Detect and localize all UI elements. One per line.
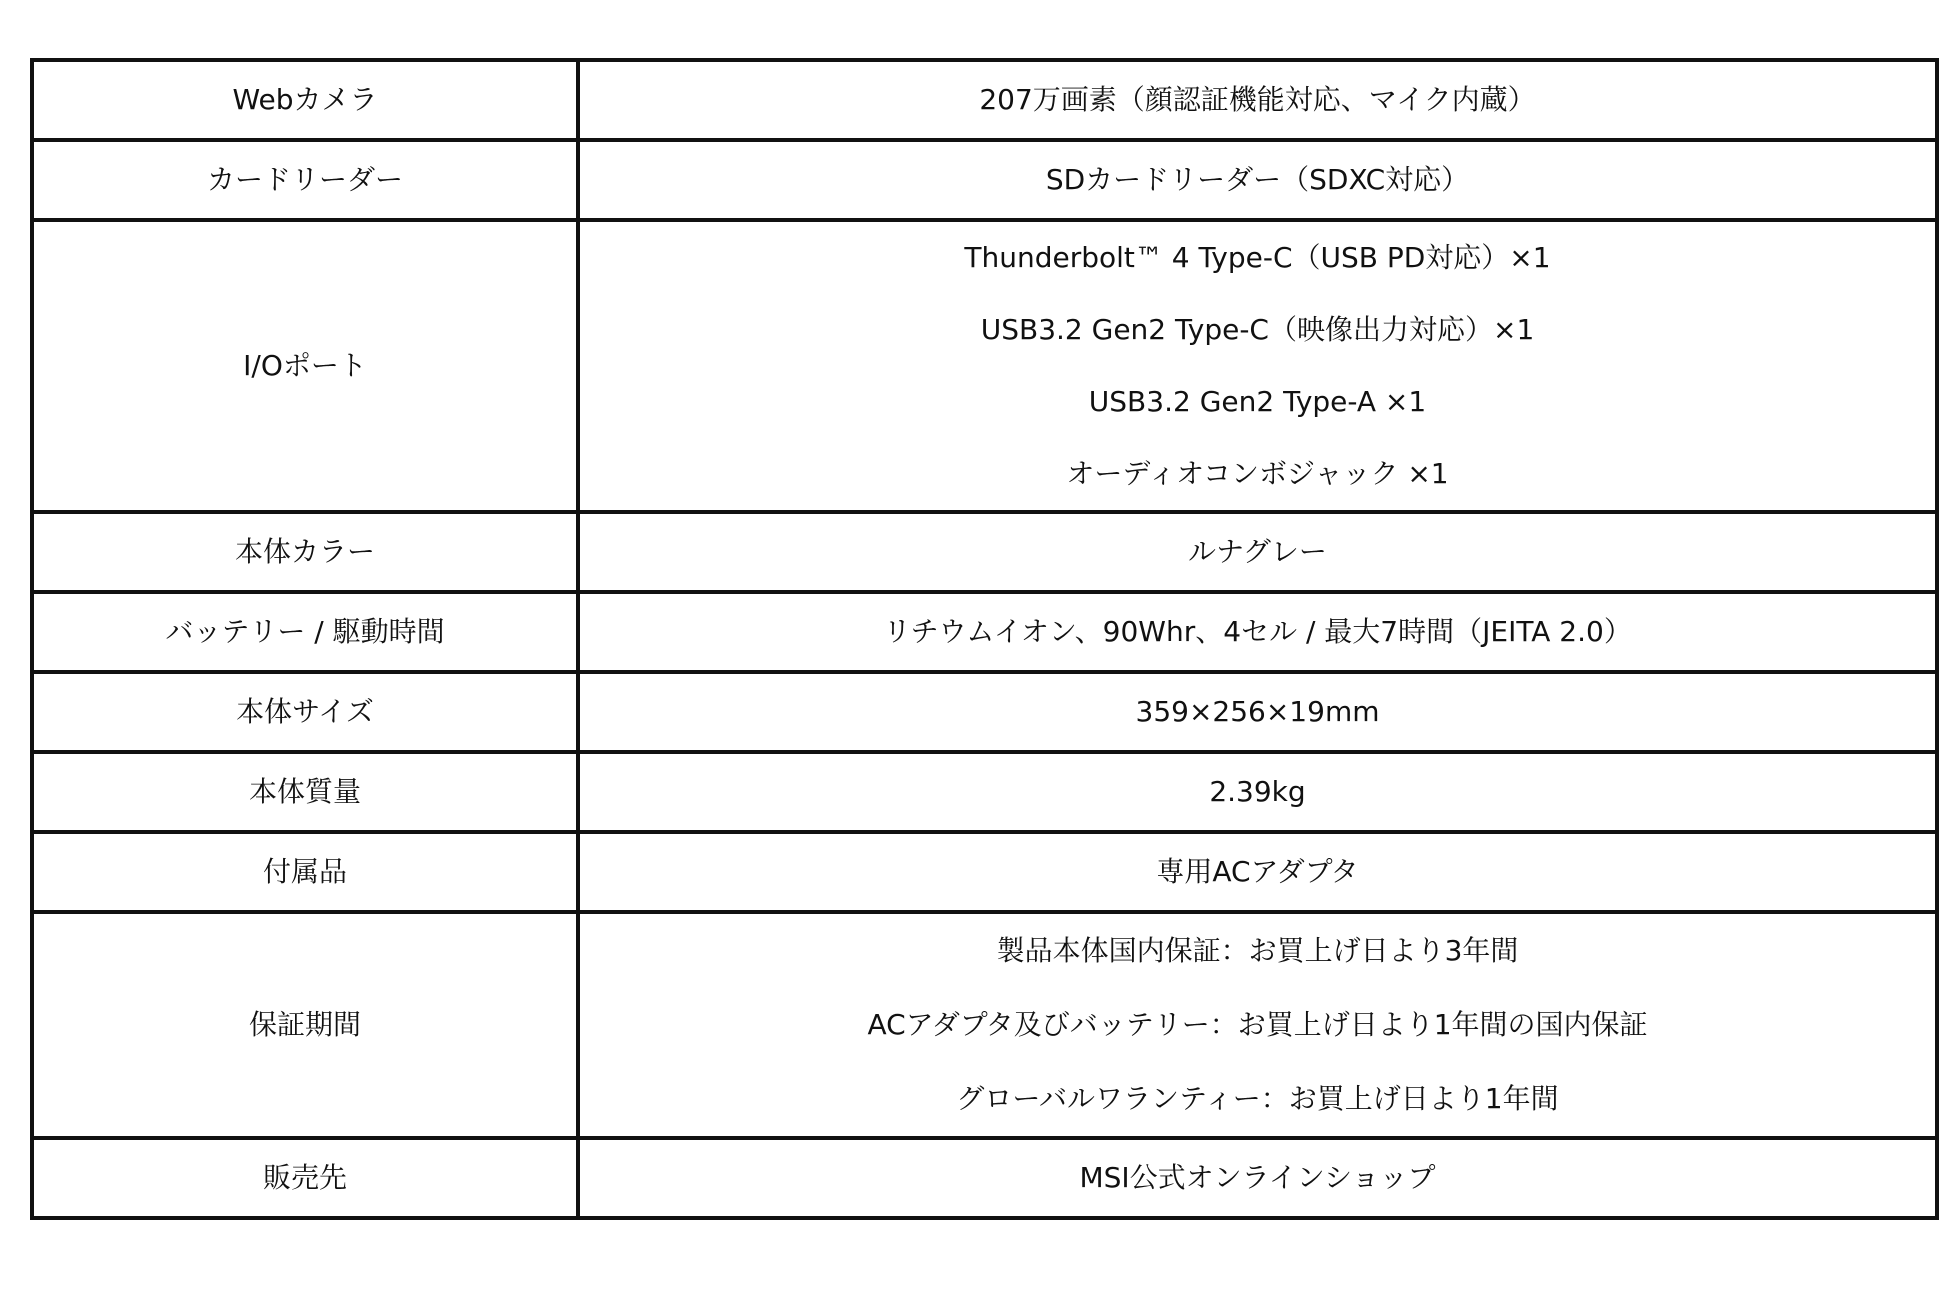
row-label: I/Oポート [32, 220, 578, 512]
table-row-body-color [32, 512, 1937, 592]
row-value: 2.39kg [578, 752, 1937, 832]
row-label: カードリーダー [32, 140, 578, 220]
row-label: 保証期間 [32, 912, 578, 1138]
table-row-io-ports [32, 220, 1937, 512]
row-value: ルナグレー [578, 512, 1937, 592]
value-lines [580, 914, 1935, 1136]
value-line: ACアダプタ及びバッテリー：お買上げ日より1年間の国内保証 [867, 1008, 1648, 1041]
value-line: USB3.2 Gen2 Type-A ×1 [1088, 385, 1427, 418]
row-value: リチウムイオン、90Whr、4セル / 最大7時間（JEITA 2.0） [578, 592, 1937, 672]
row-label: 本体質量 [32, 752, 578, 832]
row-value: MSI公式オンラインショップ [578, 1138, 1937, 1218]
table-row-accessories [32, 832, 1937, 912]
spec-table [30, 58, 1939, 1220]
value-line: オーディオコンボジャック ×1 [1066, 457, 1449, 490]
table-row-warranty [32, 912, 1937, 1138]
table-row-body-size [32, 672, 1937, 752]
row-label: バッテリー / 駆動時間 [32, 592, 578, 672]
row-label: Webカメラ [32, 60, 578, 140]
value-lines [580, 222, 1935, 510]
table-row-body-weight [32, 752, 1937, 832]
table-row-card-reader [32, 140, 1937, 220]
row-value: SDカードリーダー（SDXC対応） [578, 140, 1937, 220]
value-line: 製品本体国内保証：お買上げ日より3年間 [996, 934, 1519, 967]
row-label: 本体カラー [32, 512, 578, 592]
row-value: 207万画素（顔認証機能対応、マイク内蔵） [578, 60, 1937, 140]
row-label: 本体サイズ [32, 672, 578, 752]
value-line: グローバルワランティー：お買上げ日より1年間 [956, 1082, 1559, 1115]
row-label: 付属品 [32, 832, 578, 912]
row-label: 販売先 [32, 1138, 578, 1218]
value-line: Thunderbolt™ 4 Type-C（USB PD対応）×1 [964, 241, 1551, 274]
row-value-multiline [578, 912, 1937, 1138]
table-row-battery [32, 592, 1937, 672]
spec-table-body [32, 60, 1937, 1218]
value-line: USB3.2 Gen2 Type-C（映像出力対応）×1 [980, 313, 1535, 346]
row-value-multiline [578, 220, 1937, 512]
row-value: 専用ACアダプタ [578, 832, 1937, 912]
row-value: 359×256×19mm [578, 672, 1937, 752]
table-row-sales-channel [32, 1138, 1937, 1218]
table-row-webcam [32, 60, 1937, 140]
